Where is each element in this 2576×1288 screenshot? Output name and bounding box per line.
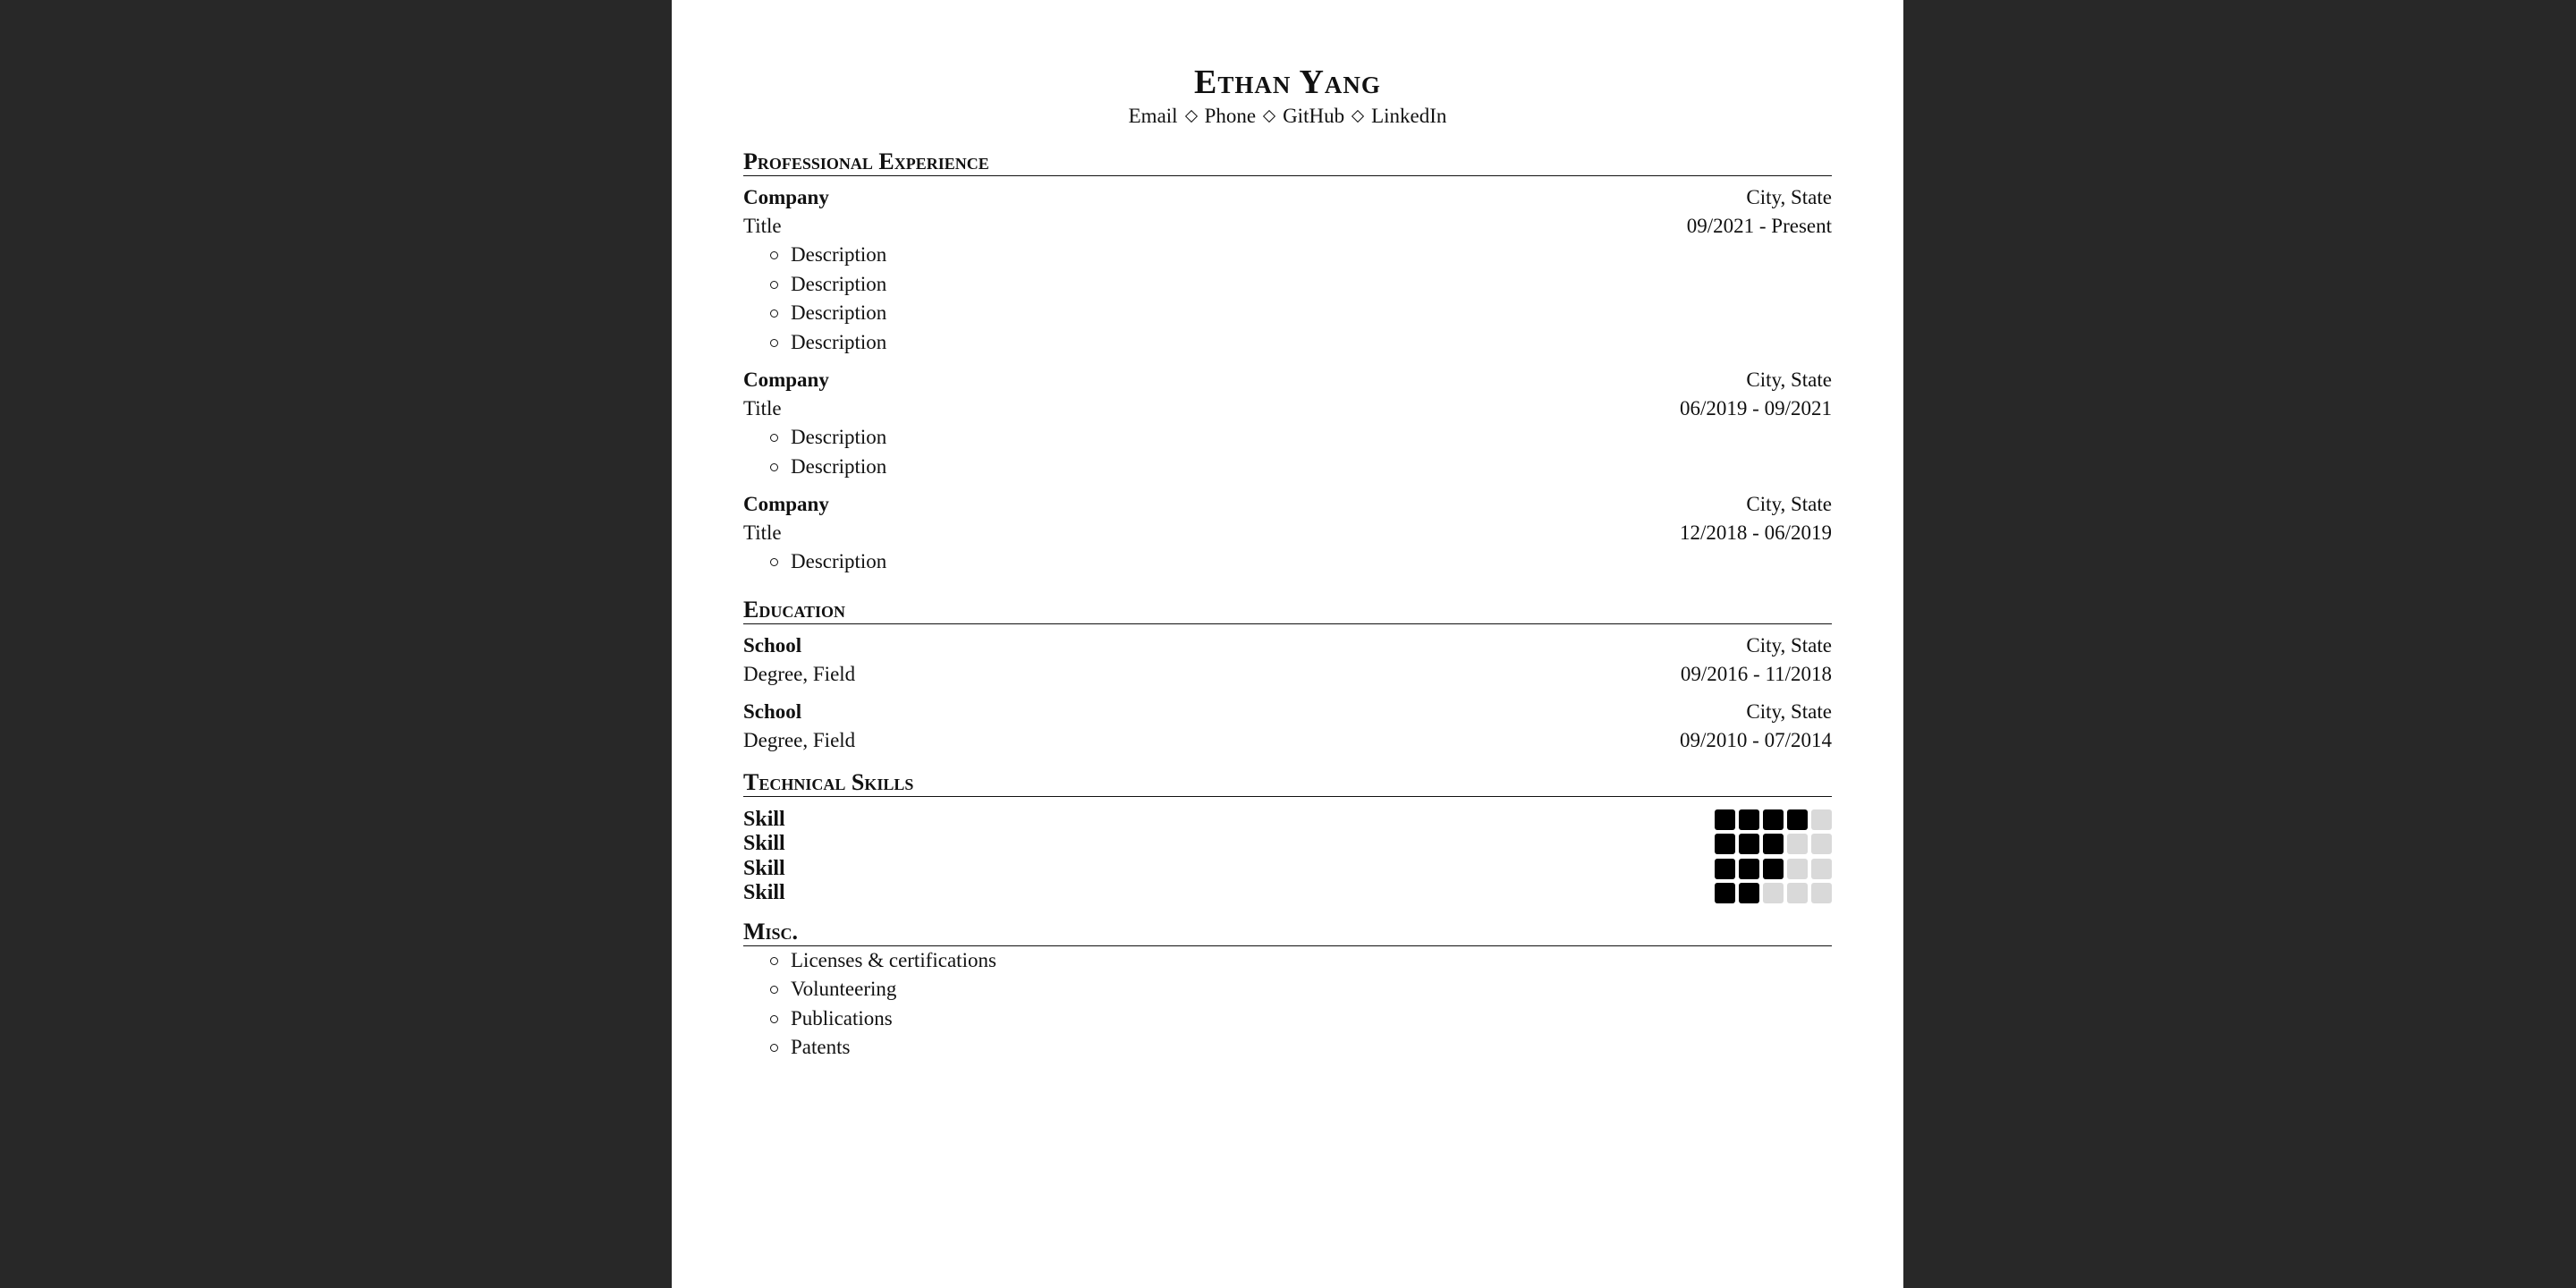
- section-title: Misc.: [743, 919, 1832, 946]
- rating-empty-square: [1787, 883, 1808, 903]
- job-description-list: [743, 423, 1832, 481]
- skill-row: [743, 832, 1832, 857]
- rating-filled-square: [1763, 809, 1784, 830]
- resume-content: [743, 61, 1832, 1063]
- rating-filled-square: [1715, 859, 1735, 879]
- list-item: Description: [770, 270, 1832, 300]
- list-item: Publications: [770, 1004, 1832, 1034]
- rating-empty-square: [1787, 834, 1808, 854]
- job-title: Title: [743, 521, 782, 544]
- contact-links: [743, 104, 1832, 129]
- rating-filled-square: [1739, 834, 1759, 854]
- degree: Degree, Field: [743, 728, 856, 751]
- skill-rating: [1715, 859, 1832, 879]
- education-dates: 09/2016 - 11/2018: [1680, 662, 1832, 685]
- skill-name: Skill: [743, 832, 785, 856]
- rating-filled-square: [1739, 883, 1759, 903]
- rating-filled-square: [1715, 809, 1735, 830]
- linkedin-link[interactable]: LinkedIn: [1371, 105, 1447, 127]
- github-link[interactable]: GitHub: [1283, 105, 1345, 127]
- rating-filled-square: [1715, 883, 1735, 903]
- rating-filled-square: [1739, 859, 1759, 879]
- job-dates: 06/2019 - 09/2021: [1680, 397, 1832, 419]
- school-name: School: [743, 633, 802, 657]
- school-location: City, State: [1746, 633, 1832, 657]
- school-location: City, State: [1746, 699, 1832, 723]
- resume-page: [672, 0, 1903, 1288]
- rating-filled-square: [1739, 809, 1759, 830]
- misc-list: [743, 946, 1832, 1063]
- company-location: City, State: [1746, 493, 1832, 515]
- skill-row: [743, 808, 1832, 833]
- skill-name: Skill: [743, 807, 785, 831]
- experience-entry: [743, 366, 1832, 481]
- company-name: Company: [743, 369, 829, 391]
- company-name: Company: [743, 493, 829, 515]
- rating-filled-square: [1715, 834, 1735, 854]
- degree: Degree, Field: [743, 662, 856, 685]
- education-entry: [743, 698, 1832, 755]
- list-item: Volunteering: [770, 975, 1832, 1004]
- school-name: School: [743, 699, 802, 723]
- list-item: Description: [770, 328, 1832, 358]
- education-entry: [743, 631, 1832, 689]
- skills-section: [743, 769, 1832, 906]
- job-description-list: [743, 241, 1832, 357]
- job-title: Title: [743, 215, 782, 237]
- rating-empty-square: [1811, 859, 1832, 879]
- list-item: Description: [770, 453, 1832, 482]
- job-description-list: [743, 547, 1832, 577]
- education-section: [743, 597, 1832, 755]
- skills-list: [743, 808, 1832, 906]
- phone-link[interactable]: Phone: [1204, 105, 1257, 127]
- rating-filled-square: [1787, 809, 1808, 830]
- experience-entry: [743, 183, 1832, 357]
- list-item: Description: [770, 241, 1832, 270]
- rating-filled-square: [1763, 834, 1784, 854]
- list-item: Description: [770, 299, 1832, 328]
- list-item: Description: [770, 547, 1832, 577]
- job-title: Title: [743, 397, 782, 419]
- diamond-separator-icon: [1352, 110, 1364, 123]
- skill-row: [743, 881, 1832, 906]
- rating-empty-square: [1811, 834, 1832, 854]
- resume-name: Ethan Yang: [1194, 64, 1381, 101]
- section-title: Education: [743, 597, 1832, 624]
- company-location: City, State: [1746, 369, 1832, 391]
- skill-rating: [1715, 834, 1832, 854]
- skill-name: Skill: [743, 881, 785, 905]
- list-item: Patents: [770, 1033, 1832, 1063]
- rating-empty-square: [1811, 883, 1832, 903]
- experience-entry: [743, 490, 1832, 577]
- skill-rating: [1715, 883, 1832, 903]
- company-location: City, State: [1746, 186, 1832, 208]
- job-dates: 09/2021 - Present: [1686, 215, 1832, 237]
- diamond-separator-icon: [1263, 110, 1275, 123]
- rating-empty-square: [1763, 883, 1784, 903]
- list-item: Licenses & certifications: [770, 946, 1832, 976]
- job-dates: 12/2018 - 06/2019: [1680, 521, 1832, 544]
- list-item: Description: [770, 423, 1832, 453]
- rating-filled-square: [1763, 859, 1784, 879]
- diamond-separator-icon: [1184, 110, 1197, 123]
- email-link[interactable]: Email: [1128, 105, 1178, 127]
- section-title: Technical Skills: [743, 769, 1832, 797]
- company-name: Company: [743, 186, 829, 208]
- skill-name: Skill: [743, 856, 785, 880]
- experience-section: [743, 148, 1832, 577]
- misc-section: [743, 919, 1832, 1063]
- section-title: Professional Experience: [743, 148, 1832, 176]
- rating-empty-square: [1811, 809, 1832, 830]
- education-dates: 09/2010 - 07/2014: [1680, 728, 1832, 751]
- rating-empty-square: [1787, 859, 1808, 879]
- skill-rating: [1715, 809, 1832, 830]
- skill-row: [743, 857, 1832, 882]
